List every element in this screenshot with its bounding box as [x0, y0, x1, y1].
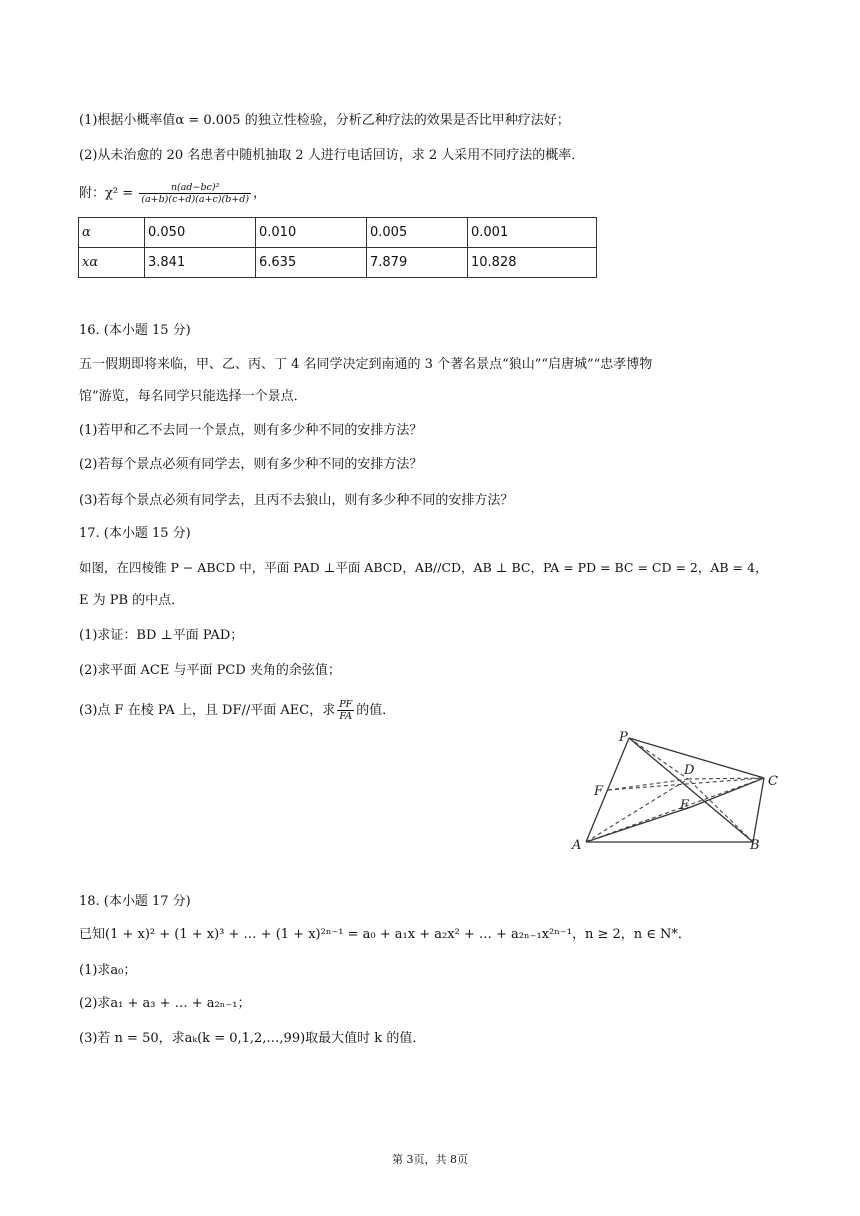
edge-pa: [586, 738, 629, 842]
q18-title: 18. (本小题 17 分): [79, 894, 191, 909]
q17-title: 17. (本小题 15 分): [79, 526, 191, 541]
label-b: B: [750, 838, 760, 853]
table-cell: 0.050: [145, 218, 256, 248]
edge-bc: [753, 778, 764, 842]
appendix-label: 附：χ² =: [79, 186, 134, 201]
q16-part1: (1)若甲和乙不去同一个景点，则有多少种不同的安排方法？: [79, 423, 423, 438]
chi-square-fraction: [139, 182, 251, 205]
q16-stem-line1: 五一假期即将来临，甲、乙、丙、丁 4 名同学决定到南通的 3 个著名景点“狼山”“启唐城”“忠孝博物: [79, 357, 653, 372]
table-cell: 0.010: [256, 218, 367, 248]
table-cell: 0.001: [468, 218, 597, 248]
label-a: A: [572, 838, 582, 853]
table-cell: 7.879: [367, 248, 468, 278]
edge-pd: [629, 738, 688, 779]
q16-part2: (2)若每个景点必须有同学去，则有多少种不同的安排方法？: [79, 457, 423, 472]
q18-part3: (3)若 n = 50，求aₖ(k = 0,1,2,…,99)取最大值时 k 的值．: [79, 1031, 426, 1046]
label-c: C: [768, 774, 778, 789]
q18-part1: (1)求a₀；: [79, 963, 137, 978]
q15-appendix-formula: [79, 182, 266, 205]
edge-dc: [688, 778, 764, 779]
table-cell: 10.828: [468, 248, 597, 278]
table-cell: xα: [79, 248, 145, 278]
edge-pc: [629, 738, 764, 778]
part3-prefix: (3)点 F 在棱 PA 上，且 DF//平面 AEC，求: [79, 703, 336, 718]
label-e: E: [680, 798, 690, 813]
pyramid-figure: [566, 727, 786, 857]
fraction-denominator: FA: [339, 711, 353, 722]
label-f: F: [594, 784, 604, 799]
q17-stem-line1: 如图，在四棱锥 P − ABCD 中，平面 PAD ⊥平面 ABCD，AB//CD，AB ⊥ BC，PA = PD = BC = CD = 2，AB = 4，: [79, 560, 768, 575]
fraction-denominator: (a+b)(c+d)(a+c)(b+d): [141, 194, 250, 205]
q17-part2: (2)求平面 ACE 与平面 PCD 夹角的余弦值；: [79, 663, 341, 678]
q15-part1: (1)根据小概率值α = 0.005 的独立性检验，分析乙种疗法的效果是否比甲种疗法好；: [79, 113, 570, 128]
q18-part2: (2)求a₁ + a₃ + … + a₂ₙ₋₁；: [79, 996, 251, 1011]
q16-title: 16. (本小题 15 分): [79, 323, 191, 338]
fraction-numerator: n(ad−bc)²: [139, 182, 251, 194]
q15-part2: (2)从未治愈的 20 名患者中随机抽取 2 人进行电话回访，求 2 人采用不同疗法的概率．: [79, 148, 585, 163]
line-fd: [608, 779, 688, 790]
line-ac: [586, 778, 764, 842]
table-cell: 3.841: [145, 248, 256, 278]
q16-part3: (3)若每个景点必须有同学去，且丙不去狼山，则有多少种不同的安排方法？: [79, 493, 514, 508]
table-cell: 6.635: [256, 248, 367, 278]
critical-value-table: [78, 217, 597, 278]
q16-stem-line2: 馆”游览，每名同学只能选择一个景点．: [79, 389, 307, 404]
fraction-numerator: PF: [339, 699, 353, 710]
q17-stem-line2: E 为 PB 的中点．: [79, 593, 185, 608]
line-bd: [688, 779, 753, 842]
label-d: D: [684, 763, 695, 778]
part3-suffix: 的值．: [356, 703, 396, 718]
table-cell: α: [79, 218, 145, 248]
pf-fa-fraction: [337, 699, 354, 722]
table-row: [79, 218, 597, 248]
q17-part1: (1)求证：BD ⊥平面 PAD；: [79, 628, 244, 643]
formula-end: ，: [253, 186, 267, 201]
q18-stem: 已知(1 + x)² + (1 + x)³ + … + (1 + x)²ⁿ⁻¹ = a₀ + a₁x + a₂x² + … + a₂ₙ₋₁x²ⁿ⁻¹，n ≥ 2，n ∈ N*．: [79, 927, 691, 942]
table-cell: 0.005: [367, 218, 468, 248]
table-row: [79, 248, 597, 278]
q17-part3: [79, 699, 395, 722]
page-footer: 第 3页，共 8页: [392, 1153, 468, 1166]
label-p: P: [619, 730, 628, 745]
